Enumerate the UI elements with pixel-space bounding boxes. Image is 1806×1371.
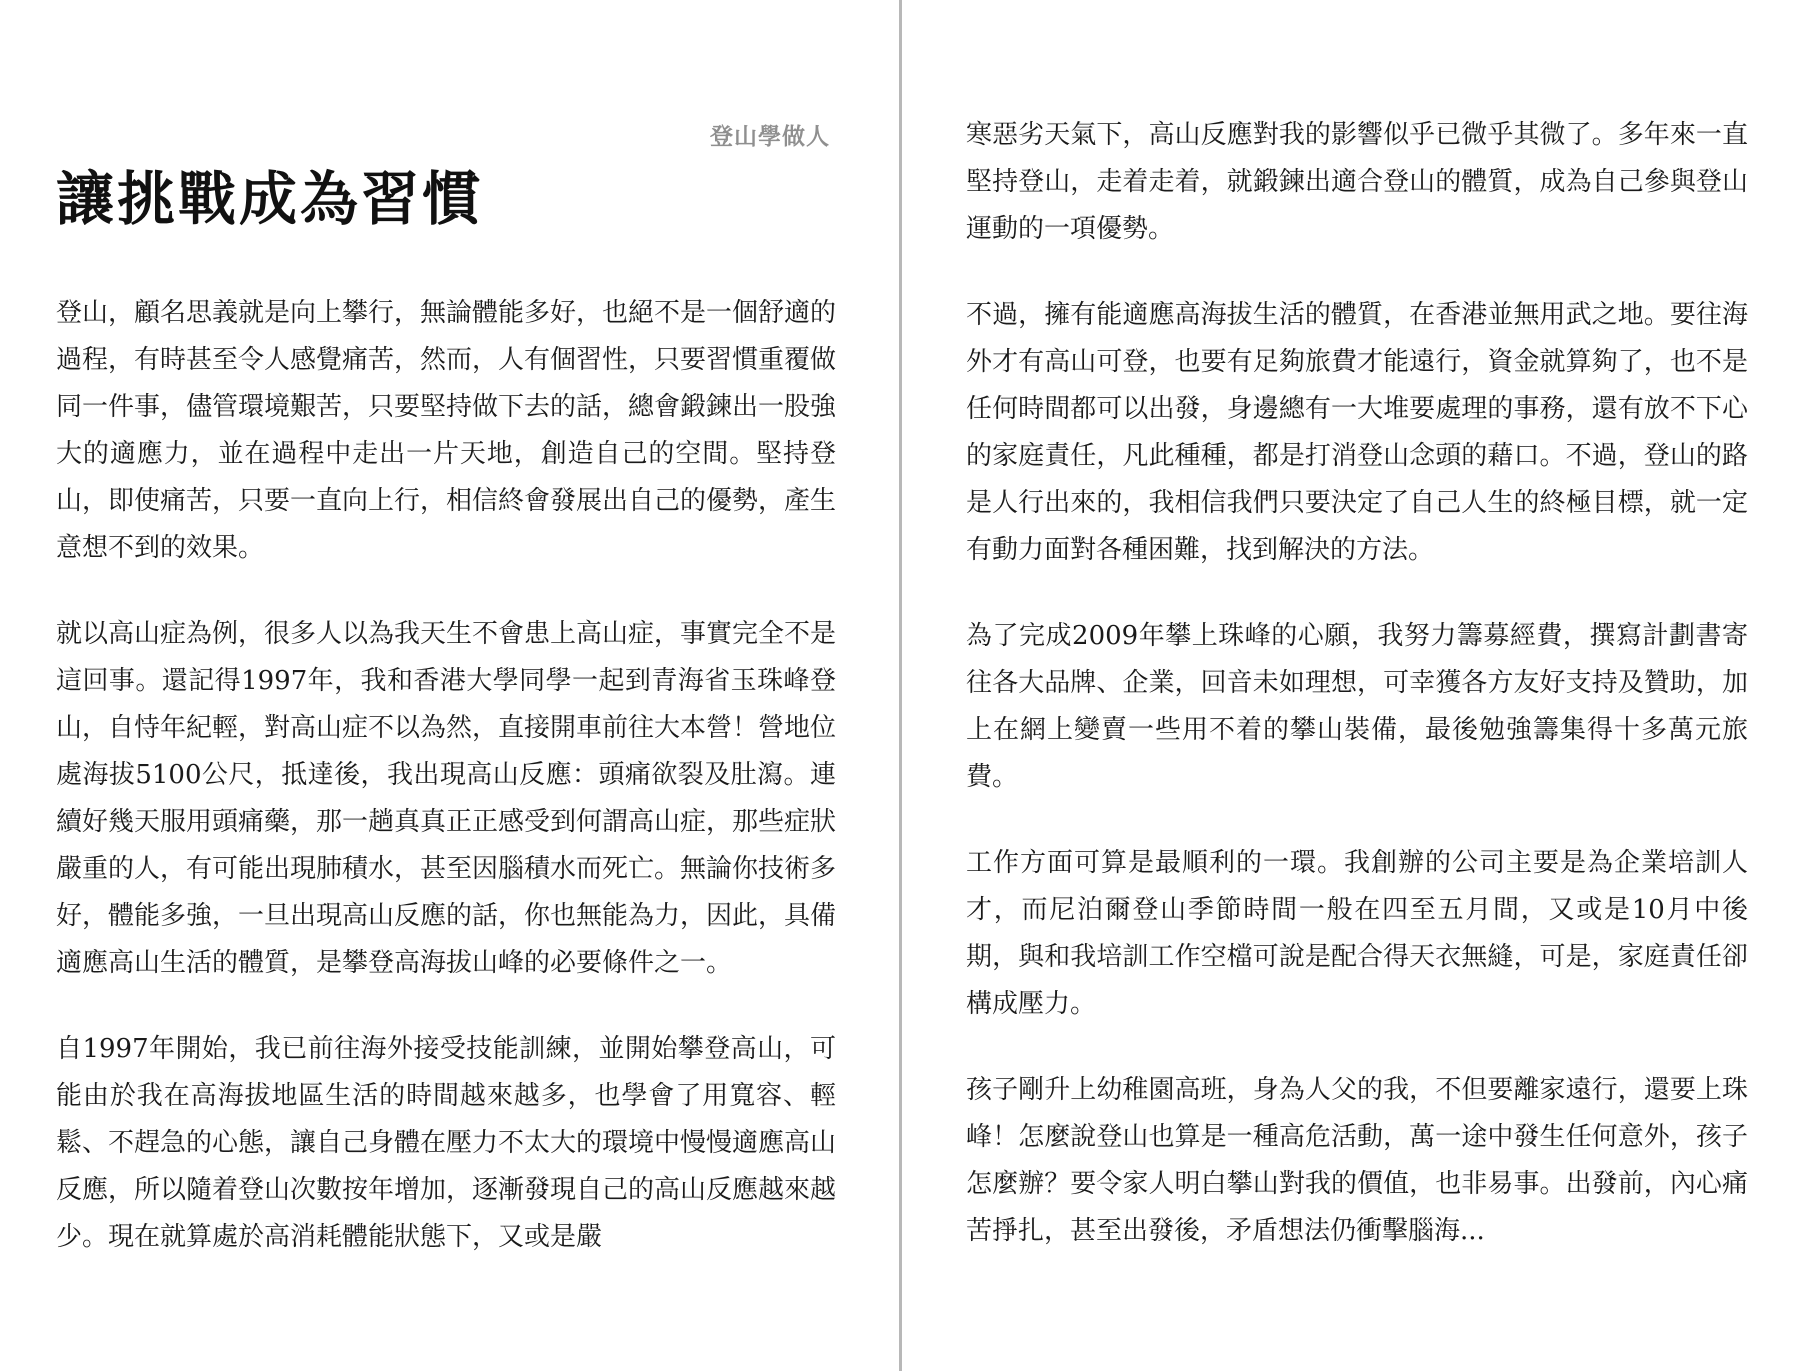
running-header: 登山學做人 bbox=[710, 124, 830, 150]
paragraph: 孩子剛升上幼稚園高班，身為人父的我，不但要離家遠行，還要上珠峰！怎麼說登山也算是一種高危活動，萬一途中發生任何意外，孩子怎麼辦？要令家人明白攀山對我的價值，也非易事。出發前，內心痛苦掙扎，甚至出發後，矛盾想法仍衝擊腦海... bbox=[966, 1075, 1748, 1246]
left-page bbox=[0, 0, 900, 1371]
paragraph: 工作方面可算是最順利的一環。我創辦的公司主要是為企業培訓人才，而尼泊爾登山季節時間一般在四至五月間，又或是10月中後期，與和我培訓工作空檔可說是配合得天衣無縫，可是，家庭責任卻構成壓力。 bbox=[966, 848, 1748, 1019]
paragraph: 登山，顧名思義就是向上攀行，無論體能多好，也絕不是一個舒適的過程，有時甚至令人感覺痛苦，然而，人有個習性，只要習慣重覆做同一件事，儘管環境艱苦，只要堅持做下去的話，總會鍛鍊出一股強大的適應力，並在過程中走出一片天地，創造自己的空間。堅持登山，即使痛苦，只要一直向上行，相信終會發展出自己的優勢，產生意想不到的效果。 bbox=[56, 298, 837, 563]
paragraph: 不過，擁有能適應高海拔生活的體質，在香港並無用武之地。要往海外才有高山可登，也要有足夠旅費才能遠行，資金就算夠了，也不是任何時間都可以出發，身邊總有一大堆要處理的事務，還有放不下心的家庭責任，凡此種種，都是打消登山念頭的藉口。不過，登山的路是人行出來的，我相信我們只要決定了自己人生的終極目標，就一定有動力面對各種困難，找到解決的方法。 bbox=[966, 300, 1748, 565]
right-page bbox=[904, 0, 1806, 1371]
paragraph: 自1997年開始，我已前往海外接受技能訓練，並開始攀登高山，可能由於我在高海拔地區生活的時間越來越多，也學會了用寬容、輕鬆、不趕急的心態，讓自己身體在壓力不太大的環境中慢慢適應高山反應，所以隨着登山次數按年增加，逐漸發現自己的高山反應越來越少。現在就算處於高消耗體能狀態下，又或是嚴 bbox=[56, 1034, 837, 1252]
page-spine-divider bbox=[899, 0, 902, 1371]
paragraph: 為了完成2009年攀上珠峰的心願，我努力籌募經費，撰寫計劃書寄往各大品牌、企業，回音未如理想，可幸獲各方友好支持及贊助，加上在網上變賣一些用不着的攀山裝備，最後勉強籌集得十多萬元旅費。 bbox=[966, 621, 1748, 792]
right-text-column bbox=[966, 112, 1748, 1294]
paragraph: 就以高山症為例，很多人以為我天生不會患上高山症，事實完全不是這回事。還記得1997年，我和香港大學同學一起到青海省玉珠峰登山，自恃年紀輕，對高山症不以為然，直接開車前往大本營！營地位處海拔5100公尺，抵達後，我出現高山反應：頭痛欲裂及肚瀉。連續好幾天服用頭痛藥，那一趟真真正正感受到何謂高山症，那些症狀嚴重的人，有可能出現肺積水，甚至因腦積水而死亡。無論你技術多好，體能多強，一旦出現高山反應的話，你也無能為力，因此，具備適應高山生活的體質，是攀登高海拔山峰的必要條件之一。 bbox=[56, 619, 837, 978]
article-title: 讓挑戰成為習慣 bbox=[56, 165, 484, 233]
left-text-column bbox=[56, 290, 836, 1300]
paragraph: 寒惡劣天氣下，高山反應對我的影響似乎已微乎其微了。多年來一直堅持登山，走着走着，就鍛鍊出適合登山的體質，成為自己參與登山運動的一項優勢。 bbox=[966, 120, 1748, 244]
